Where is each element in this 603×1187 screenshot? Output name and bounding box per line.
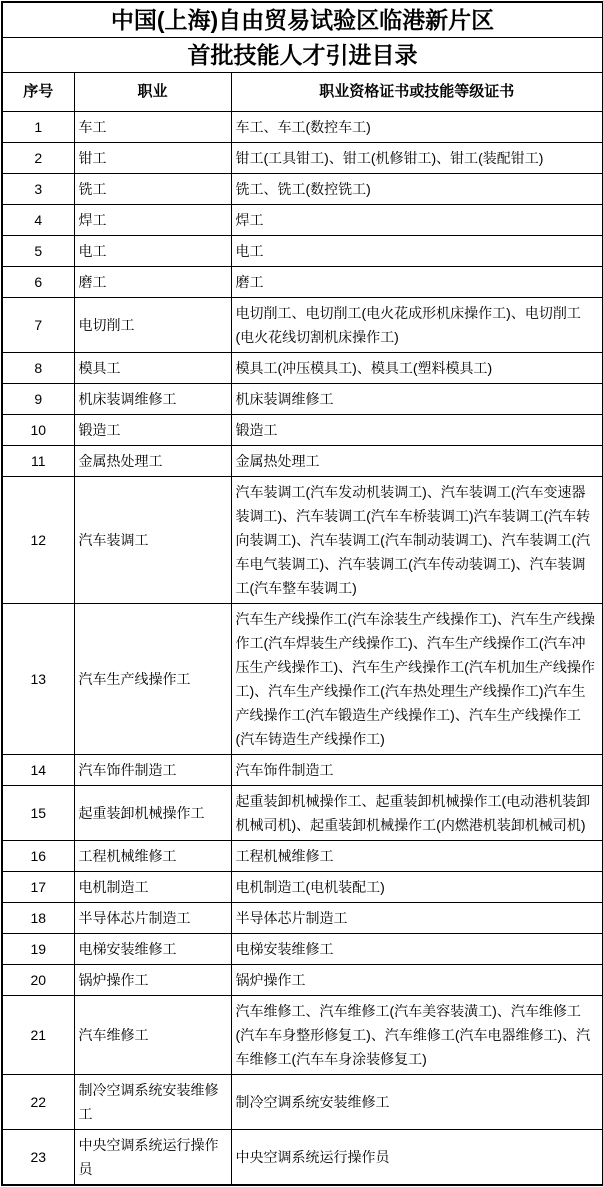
title-row-2: [2, 38, 603, 73]
occupation-cell: 半导体芯片制造工: [74, 903, 231, 934]
certificates-cell: 起重装卸机械操作工、起重装卸机械操作工(电动港机装卸机械司机)、起重装卸机械操作工(内燃港机装卸机械司机): [231, 786, 603, 841]
table-row: [2, 786, 603, 841]
table-row: [2, 174, 603, 205]
table-row: [2, 996, 603, 1075]
occupation-cell: 锻造工: [74, 415, 231, 446]
certificates-cell: 磨工: [231, 267, 603, 298]
table-row: [2, 205, 603, 236]
document-page: [0, 1, 603, 1186]
row-number-cell: 20: [2, 965, 74, 996]
occupation-cell: 工程机械维修工: [74, 841, 231, 872]
column-header-no: 序号: [2, 73, 74, 112]
table-row: [2, 267, 603, 298]
row-number-cell: 12: [2, 477, 74, 604]
certificates-cell: 金属热处理工: [231, 446, 603, 477]
table-row: [2, 934, 603, 965]
row-number-cell: 22: [2, 1075, 74, 1130]
table-row: [2, 872, 603, 903]
certificates-cell: 汽车生产线操作工(汽车涂装生产线操作工)、汽车生产线操作工(汽车焊装生产线操作工)、汽车生产线操作工(汽车冲压生产线操作工)、汽车生产线操作工(汽车机加生产线操作工)、汽车生产线操作工(汽车热处理生产线操作工)汽车生产线操作工(汽车锻造生产线操作工)、汽车生产线操作工(汽车铸造生产线操作工): [231, 604, 603, 755]
occupation-cell: 汽车装调工: [74, 477, 231, 604]
certificates-cell: 模具工(冲压模具工)、模具工(塑料模具工): [231, 353, 603, 384]
occupation-cell: 锅炉操作工: [74, 965, 231, 996]
occupation-cell: 电机制造工: [74, 872, 231, 903]
occupation-cell: 起重装卸机械操作工: [74, 786, 231, 841]
certificates-cell: 车工、车工(数控车工): [231, 112, 603, 143]
certificates-cell: 汽车维修工、汽车维修工(汽车美容装潢工)、汽车维修工(汽车车身整形修复工)、汽车维修工(汽车电器维修工)、汽车维修工(汽车车身涂装修复工): [231, 996, 603, 1075]
certificates-cell: 钳工(工具钳工)、钳工(机修钳工)、钳工(装配钳工): [231, 143, 603, 174]
occupation-cell: 制冷空调系统安装维修工: [74, 1075, 231, 1130]
certificates-cell: 机床装调维修工: [231, 384, 603, 415]
column-header-certificates: 职业资格证书或技能等级证书: [231, 73, 603, 112]
table-row: [2, 415, 603, 446]
certificates-cell: 锅炉操作工: [231, 965, 603, 996]
occupation-cell: 中央空调系统运行操作员: [74, 1130, 231, 1186]
occupation-cell: 金属热处理工: [74, 446, 231, 477]
certificates-cell: 焊工: [231, 205, 603, 236]
table-row: [2, 965, 603, 996]
row-number-cell: 9: [2, 384, 74, 415]
certificates-cell: 制冷空调系统安装维修工: [231, 1075, 603, 1130]
occupation-cell: 铣工: [74, 174, 231, 205]
occupation-cell: 汽车饰件制造工: [74, 755, 231, 786]
row-number-cell: 7: [2, 298, 74, 353]
occupation-cell: 焊工: [74, 205, 231, 236]
row-number-cell: 13: [2, 604, 74, 755]
document-title-line1: 中国(上海)自由贸易试验区临港新片区: [2, 2, 603, 38]
title-row-1: [2, 2, 603, 38]
occupation-cell: 钳工: [74, 143, 231, 174]
table-row: [2, 143, 603, 174]
column-header-row: [2, 73, 603, 112]
certificates-cell: 电机制造工(电机装配工): [231, 872, 603, 903]
table-body: [2, 112, 603, 1186]
occupation-cell: 汽车生产线操作工: [74, 604, 231, 755]
table-row: [2, 755, 603, 786]
table-row: [2, 604, 603, 755]
row-number-cell: 19: [2, 934, 74, 965]
certificates-cell: 电切削工、电切削工(电火花成形机床操作工)、电切削工(电火花线切割机床操作工): [231, 298, 603, 353]
row-number-cell: 4: [2, 205, 74, 236]
row-number-cell: 8: [2, 353, 74, 384]
occupation-cell: 磨工: [74, 267, 231, 298]
row-number-cell: 18: [2, 903, 74, 934]
table-row: [2, 298, 603, 353]
occupation-cell: 车工: [74, 112, 231, 143]
table-row: [2, 1130, 603, 1186]
certificates-cell: 铣工、铣工(数控铣工): [231, 174, 603, 205]
certificates-cell: 电梯安装维修工: [231, 934, 603, 965]
certificates-cell: 中央空调系统运行操作员: [231, 1130, 603, 1186]
certificates-cell: 汽车饰件制造工: [231, 755, 603, 786]
occupation-cell: 电工: [74, 236, 231, 267]
row-number-cell: 6: [2, 267, 74, 298]
occupation-cell: 汽车维修工: [74, 996, 231, 1075]
table-row: [2, 1075, 603, 1130]
table-row: [2, 446, 603, 477]
table-row: [2, 236, 603, 267]
certificates-cell: 工程机械维修工: [231, 841, 603, 872]
column-header-occupation: 职业: [74, 73, 231, 112]
occupation-cell: 模具工: [74, 353, 231, 384]
row-number-cell: 17: [2, 872, 74, 903]
table-row: [2, 353, 603, 384]
row-number-cell: 23: [2, 1130, 74, 1186]
row-number-cell: 10: [2, 415, 74, 446]
certificates-cell: 汽车装调工(汽车发动机装调工)、汽车装调工(汽车变速器装调工)、汽车装调工(汽车车桥装调工)汽车装调工(汽车转向装调工)、汽车装调工(汽车制动装调工)、汽车装调工(汽车电气装调工)、汽车装调工(汽车传动装调工)、汽车装调工(汽车整车装调工): [231, 477, 603, 604]
table-row: [2, 903, 603, 934]
table-row: [2, 477, 603, 604]
row-number-cell: 3: [2, 174, 74, 205]
certificates-cell: 锻造工: [231, 415, 603, 446]
row-number-cell: 5: [2, 236, 74, 267]
row-number-cell: 16: [2, 841, 74, 872]
table-row: [2, 841, 603, 872]
table-row: [2, 384, 603, 415]
row-number-cell: 15: [2, 786, 74, 841]
row-number-cell: 21: [2, 996, 74, 1075]
row-number-cell: 14: [2, 755, 74, 786]
document-title-line2: 首批技能人才引进目录: [2, 38, 603, 73]
row-number-cell: 2: [2, 143, 74, 174]
occupation-cell: 电切削工: [74, 298, 231, 353]
row-number-cell: 11: [2, 446, 74, 477]
occupation-cell: 电梯安装维修工: [74, 934, 231, 965]
certificates-cell: 电工: [231, 236, 603, 267]
talent-catalog-table: [1, 1, 603, 1186]
occupation-cell: 机床装调维修工: [74, 384, 231, 415]
table-row: [2, 112, 603, 143]
row-number-cell: 1: [2, 112, 74, 143]
certificates-cell: 半导体芯片制造工: [231, 903, 603, 934]
